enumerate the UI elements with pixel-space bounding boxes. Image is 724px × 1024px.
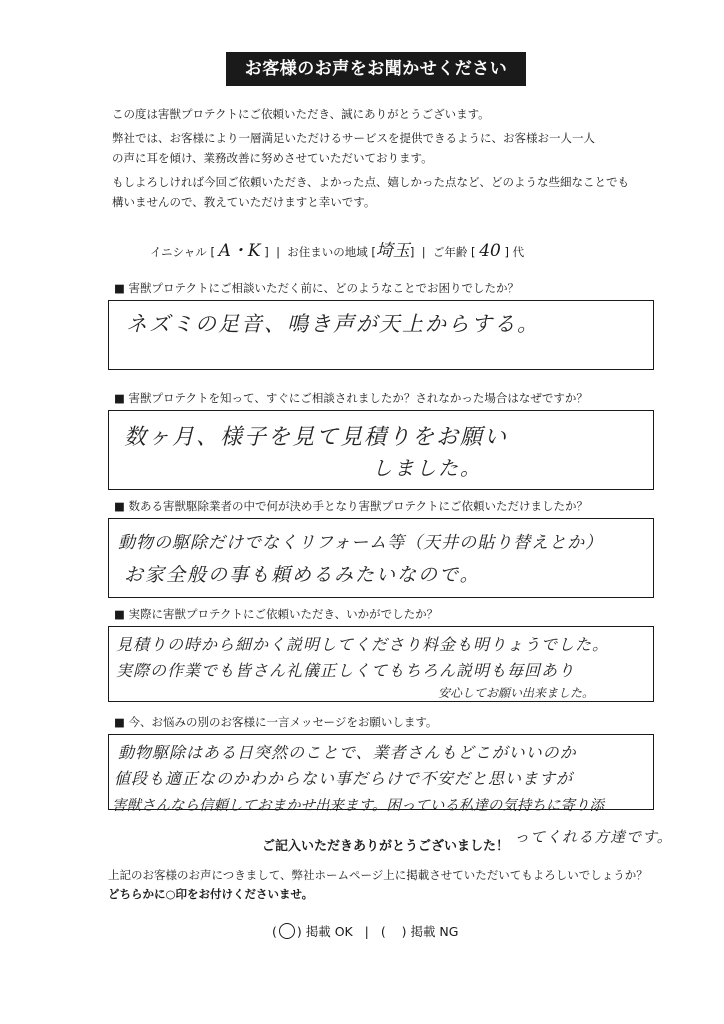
answer-4-line-2: 実際の作業でも皆さん礼儀正しくてもちろん説明も毎回あり [116,661,576,680]
answer-4-line-3: 安心してお願い出来ました。 [438,686,595,700]
answer-3-line-1: 動物の駆除だけでなくリフォーム等（天井の貼り替えとか） [118,533,604,553]
answer-5-line-2: 値段も適正なのかわからない事だらけで不安だと思いますが [114,769,574,788]
answer-3-line-2: お家全般の事も頼めるみたいなので。 [124,564,481,586]
question-4: ■ 実際に害獣プロテクトにご依頼いただき、いかがでしたか？ [114,607,439,621]
age-value: 40 [479,241,501,261]
question-1: ■ 害獣プロテクトにご相談いただく前に、どのようなことでお困りでしたか？ [114,281,520,295]
page-title: お客様のお声をお聞かせください [226,52,526,86]
intro-line: の声に耳を傾け、業務改善に努めさせていただいております。 [112,151,433,165]
age-label: ご年齢 [432,245,468,259]
initial-label: イニシャル [150,245,207,259]
question-2: ■ 害獣プロテクトを知って、すぐにご相談されましたか？されなかった場合はなぜですか？ [114,391,588,405]
question-3: ■ 数ある害獣駆除業者の中で何が決め手となり害獣プロテクトにご依頼いただけましたか？ [114,499,589,513]
area-value: 埼玉 [375,241,410,261]
intro-line: もしよろしければ今回ご依頼いただき、よかった点、嬉しかった点など、どのような些細なことでも [112,175,630,189]
thanks-message: ご記入いただきありがとうございました！ [262,839,510,854]
answer-4-line-1: 見積りの時から細かく説明してくださり料金も明りょうでした。 [116,635,610,654]
intro-line: 構いませんので、教えていただけますと幸いです。 [112,195,376,209]
circle-mark-icon [279,923,295,939]
answer-1-line-1: ネズミの足音、鳴き声が天上からする。 [126,312,540,336]
answer-2-line-1: 数ヶ月、様子を見て見積りをお願い [124,425,509,450]
answer-2-line-2: しました。 [372,456,482,480]
intro-line: この度は害獣プロテクトにご依頼いただき、誠にありがとうございます。 [112,107,490,121]
ng-label: 掲載 NG [410,924,459,939]
publish-permission [108,866,688,904]
customer-info: イニシャル [ A・K ] | お住まいの地域 [埼玉] | ご年齢 [ 40 ] 代 [150,241,525,261]
ng-option[interactable]: ( ) 掲載 NG [380,924,459,939]
question-5: ■ 今、お悩みの別のお客様に一言メッセージをお願いします。 [114,715,438,729]
intro-text [112,104,672,216]
answer-5-line-4: ってくれる方達です。 [514,828,673,846]
answer-5-line-3: 害獣さんなら信頼しておまかせ出来ます。困っている私達の気持ちに寄り添 [112,798,604,814]
area-label: お住まいの地域 [287,245,368,259]
initial-value: A・K [218,241,261,261]
publish-choice: ( ) 掲載 OK | ( ) 掲載 NG [272,924,459,939]
answer-5-line-1: 動物駆除はある日突然のことで、業者さんもどこがいいのか [118,743,577,762]
intro-line: 弊社では、お客様により一層満足いただけるサービスを提供できるように、お客様お一人一人 [112,131,595,145]
publish-question: 上記のお客様のお声につきまして、弊社ホームページ上に掲載させていただいてもよろしいでしょうか？ [108,868,648,882]
publish-instruction: どちらかに○印をお付けくださいませ。 [108,887,314,901]
ok-option[interactable]: ( ) 掲載 OK [272,924,353,939]
ok-label: 掲載 OK [305,924,353,939]
age-suffix: 代 [512,245,525,259]
